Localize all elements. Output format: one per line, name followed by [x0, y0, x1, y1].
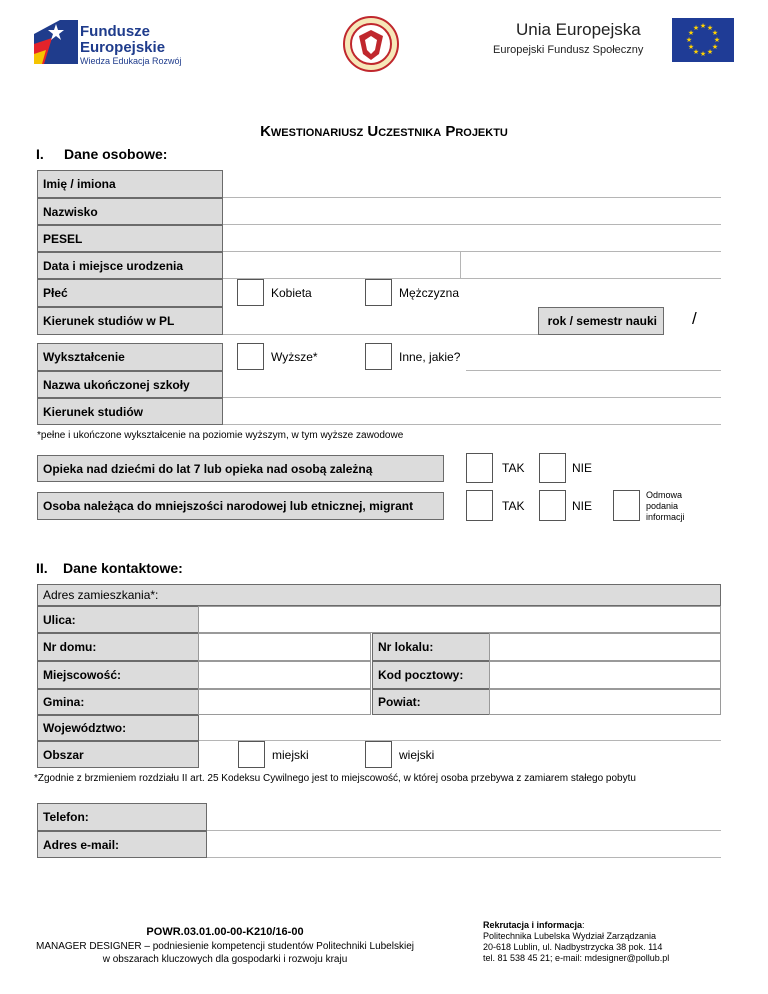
svg-text:★: ★ [706, 48, 714, 56]
contact-block [483, 920, 669, 964]
flat-no-label: Nr lokalu: [372, 633, 490, 661]
phone-label: Telefon: [37, 803, 207, 831]
year-semester-separator: / [692, 309, 697, 328]
city-field[interactable] [198, 661, 371, 689]
rural-label: wiejski [399, 748, 435, 762]
university-emblem [343, 16, 399, 72]
street-label: Ulica: [37, 606, 199, 633]
contact-title-row [483, 920, 669, 931]
voivodeship-field[interactable] [199, 740, 721, 741]
project-line1: MANAGER DESIGNER – podniesienie kompetencji studentów Politechniki Lubelskiej [36, 941, 414, 952]
commune-field[interactable] [198, 689, 371, 715]
pesel-field[interactable] [223, 251, 721, 252]
email-label: Adres e-mail: [37, 831, 207, 858]
svg-text:★: ★ [692, 48, 700, 56]
care-no-label: NIE [572, 461, 593, 475]
fundusze-tagline: Wiedza Edukacja Rozwój [80, 56, 182, 66]
email-field[interactable] [207, 857, 721, 858]
svg-text:★: ★ [699, 22, 707, 30]
commune-label: Gmina: [37, 689, 199, 715]
project-line2: w obszarach kluczowych dla gospodarki i rozwoju kraju [102, 954, 348, 965]
care-yes-checkbox[interactable] [466, 453, 493, 483]
school-field-field[interactable] [223, 424, 721, 425]
minority-yes-checkbox[interactable] [466, 490, 493, 521]
svg-text:★: ★ [685, 36, 693, 44]
refuse-line2: podania [646, 501, 679, 511]
postcode-label: Kod pocztowy: [372, 661, 490, 689]
county-label: Powiat: [372, 689, 490, 715]
birth-label: Data i miejsce urodzenia [37, 252, 223, 279]
other-education-field[interactable] [466, 370, 721, 371]
svg-text:★: ★ [687, 29, 695, 37]
pesel-label: PESEL [37, 225, 223, 252]
minority-no-label: NIE [572, 499, 593, 513]
section1-heading: Dane osobowe: [64, 146, 168, 162]
address-footnote: *Zgodnie z brzmieniem rozdziału II art. 25 Kodeksu Cywilnego jest to miejscowość, w której osoba przebywa z zamiarem stałego pobytu [34, 773, 636, 784]
school-field-label: Kierunek studiów [37, 398, 223, 425]
eu-title: Unia Europejska [516, 20, 641, 39]
county-field[interactable] [489, 689, 721, 715]
rural-checkbox[interactable] [365, 741, 392, 768]
urban-checkbox[interactable] [238, 741, 265, 768]
svg-text:★: ★ [711, 43, 719, 51]
eu-subtitle: Europejski Fundusz Społeczny [493, 44, 644, 56]
contact-colon: : [582, 920, 585, 930]
contact-line2: 20-618 Lublin, ul. Nadbystrzycka 38 pok. 114 [483, 942, 663, 952]
other-education-label: Inne, jakie? [399, 350, 461, 364]
female-checkbox[interactable] [237, 279, 264, 306]
minority-question-label: Osoba należąca do mniejszości narodowej lub etnicznej, migrant [37, 492, 444, 520]
female-label: Kobieta [271, 286, 312, 300]
urban-label: miejski [272, 748, 309, 762]
care-yes-label: TAK [502, 461, 525, 475]
flat-no-field[interactable] [489, 633, 721, 661]
other-education-checkbox[interactable] [365, 343, 392, 370]
birth-divider [460, 252, 461, 279]
phone-field[interactable] [207, 830, 721, 831]
contact-line1: Politechnika Lubelska Wydział Zarządzania [483, 931, 657, 941]
field-of-study-field[interactable] [223, 334, 538, 335]
refuse-label [646, 490, 685, 523]
care-question-label: Opieka nad dziećmi do lat 7 lub opieka nad osobą zależną [37, 455, 444, 482]
svg-text:★: ★ [692, 24, 700, 32]
form-title: Kwestionariusz Uczestnika Projektu [260, 123, 508, 140]
contact-line3: tel. 81 538 45 21; e-mail: mdesigner@pollub.pl [483, 953, 670, 963]
svg-text:★: ★ [706, 24, 714, 32]
school-name-field[interactable] [223, 397, 721, 398]
year-semester-label: rok / semestr nauki [538, 307, 664, 335]
minority-refuse-checkbox[interactable] [613, 490, 640, 521]
fundusze-line2: Europejskie [80, 39, 166, 56]
education-label: Wykształcenie [37, 343, 223, 371]
street-field[interactable] [198, 606, 721, 633]
postcode-field[interactable] [489, 661, 721, 689]
first-name-label: Imię / imiona [37, 170, 223, 198]
emblem-icon [343, 16, 399, 72]
eu-logo [485, 18, 735, 68]
refuse-line3: informacji [646, 512, 685, 522]
male-checkbox[interactable] [365, 279, 392, 306]
eu-flag-icon [672, 18, 734, 62]
contact-title: Rekrutacja i informacja [483, 920, 583, 930]
first-name-field[interactable] [223, 197, 721, 198]
last-name-field[interactable] [223, 224, 721, 225]
education-footnote: *pełne i ukończone wykształcenie na poziomie wyższym, w tym wyższe zawodowe [37, 430, 404, 441]
higher-education-checkbox[interactable] [237, 343, 264, 370]
section1-number: I. [36, 146, 44, 162]
voivodeship-label: Województwo: [37, 715, 199, 741]
last-name-label: Nazwisko [37, 198, 223, 225]
fundusze-europejskie-logo [34, 20, 224, 70]
minority-yes-label: TAK [502, 499, 525, 513]
city-label: Miejscowość: [37, 661, 199, 689]
house-no-field[interactable] [198, 633, 371, 661]
fundusze-line1: Fundusze [80, 23, 150, 40]
school-name-label: Nazwa ukończonej szkoły [37, 371, 223, 398]
minority-no-checkbox[interactable] [539, 490, 566, 521]
project-code: POWR.03.01.00-00-K210/16-00 [146, 926, 304, 938]
area-label: Obszar [37, 741, 199, 768]
svg-text:★: ★ [713, 36, 721, 44]
sex-label: Płeć [37, 279, 223, 307]
male-label: Mężczyzna [399, 286, 460, 300]
svg-text:★: ★ [699, 50, 707, 58]
section2-number: II. [36, 560, 48, 576]
house-no-label: Nr domu: [37, 633, 199, 661]
higher-education-label: Wyższe* [271, 350, 318, 364]
svg-text:★: ★ [687, 43, 695, 51]
fundusze-logo-icon [34, 20, 78, 64]
refuse-line1: Odmowa [646, 490, 683, 500]
svg-text:★: ★ [711, 29, 719, 37]
address-header: Adres zamieszkania*: [37, 584, 721, 606]
section2-heading: Dane kontaktowe: [63, 560, 183, 576]
birth-place-field[interactable] [461, 278, 721, 279]
care-no-checkbox[interactable] [539, 453, 566, 483]
field-of-study-label: Kierunek studiów w PL [37, 307, 223, 335]
